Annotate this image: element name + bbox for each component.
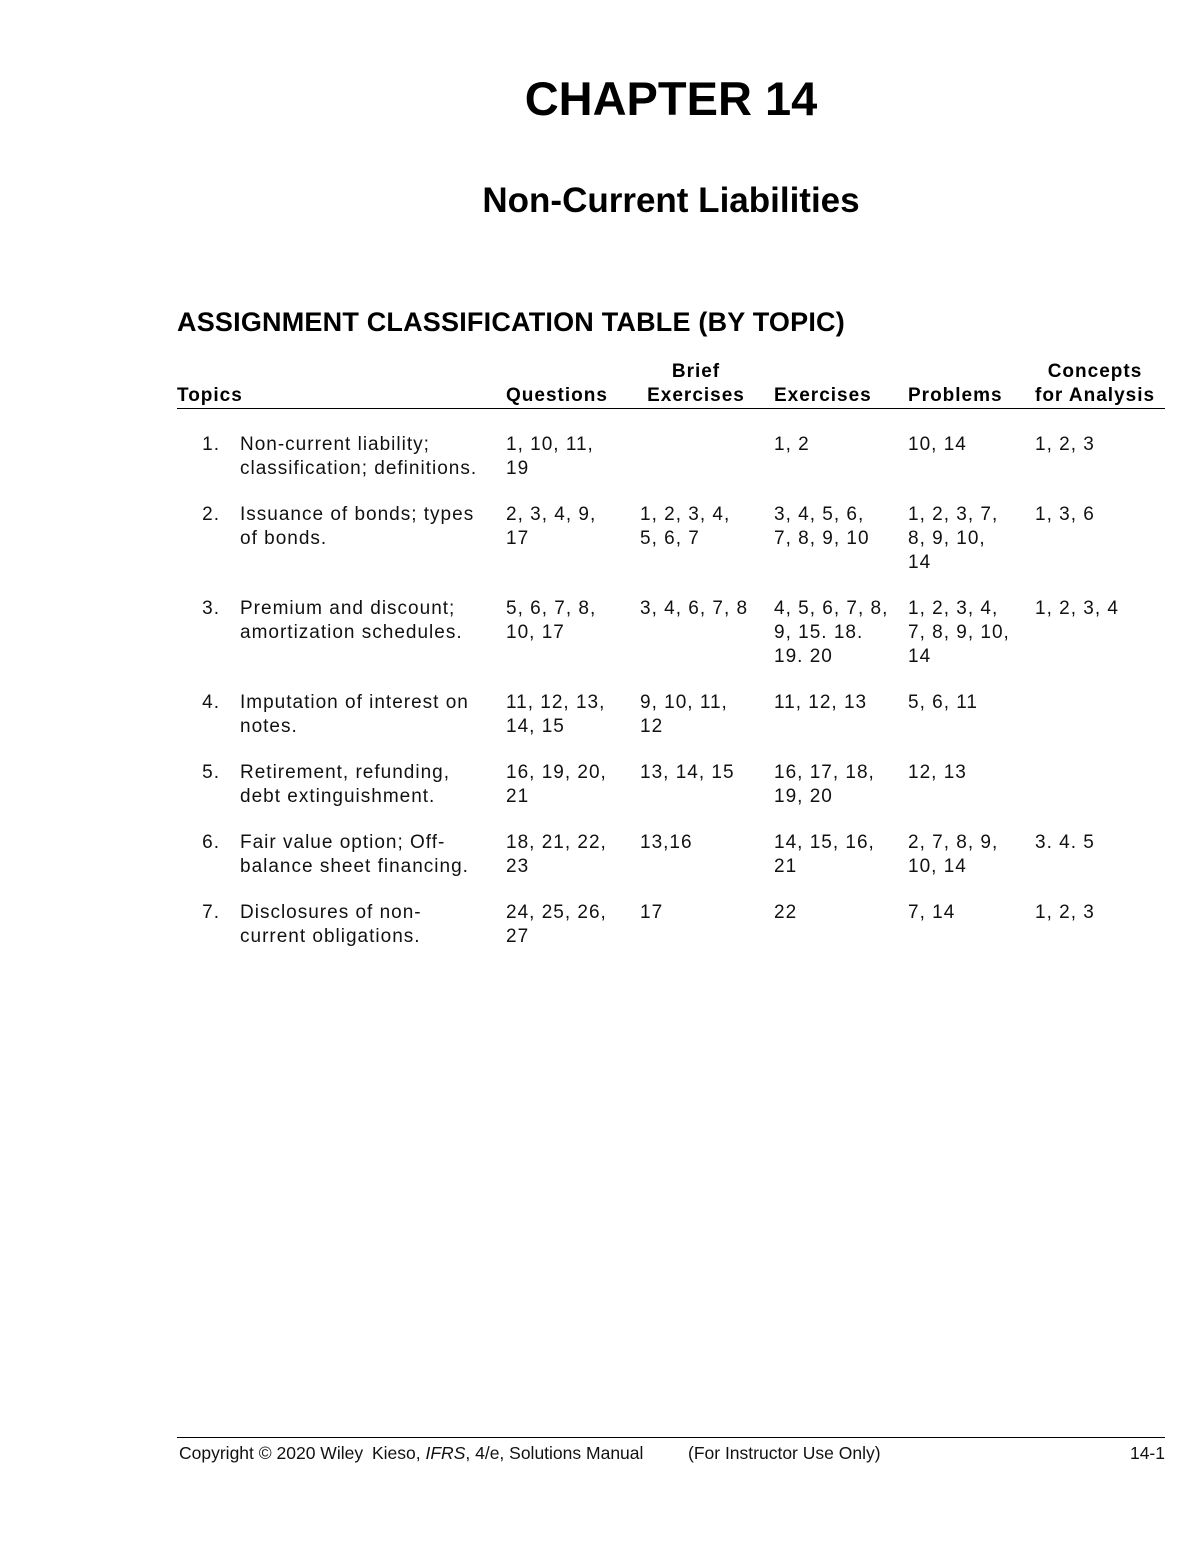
concepts-cell [1035, 901, 1165, 949]
footer-book [372, 1443, 643, 1463]
footer-copyright: Copyright © 2020 Wiley [179, 1443, 364, 1463]
cell-line: 1, 2 [774, 434, 810, 455]
concepts-cell [1035, 503, 1165, 575]
row-number [177, 433, 240, 481]
brief-exercises-cell [640, 691, 774, 739]
table-header [177, 360, 1165, 409]
header-concepts-line: for Analysis [1035, 385, 1156, 406]
row-number-label: 4. [202, 692, 220, 713]
exercises-cell [774, 503, 908, 575]
row-number-label: 2. [202, 504, 220, 525]
cell-line: 7, 14 [908, 902, 956, 923]
cell-line: 10, 14 [908, 856, 967, 877]
questions-cell [506, 901, 640, 949]
cell-line: 14, 15, 16, [774, 832, 875, 853]
questions-cell [506, 597, 640, 669]
cell-line: 1, 2, 3, 7, [908, 504, 999, 525]
questions-cell [506, 761, 640, 809]
cell-line: 7, 8, 9, 10 [774, 528, 870, 549]
brief-exercises-cell [640, 433, 774, 481]
brief-exercises-cell [640, 597, 774, 669]
problems-cell [908, 503, 1035, 575]
topic-cell [240, 503, 506, 575]
table-row [177, 831, 1165, 879]
table-row [177, 503, 1165, 575]
cell-line: 14, 15 [506, 716, 565, 737]
footer-usage: (For Instructor Use Only) [688, 1443, 881, 1463]
concepts-cell [1035, 433, 1165, 481]
cell-line: 12 [640, 716, 664, 737]
questions-cell [506, 503, 640, 575]
cell-line: 2, 3, 4, 9, [506, 504, 597, 525]
problems-cell [908, 761, 1035, 809]
cell-line: Imputation of interest on [240, 692, 469, 713]
table-body [177, 433, 1165, 971]
cell-line: 5, 6, 11 [908, 692, 978, 713]
header-problems-label: Problems [908, 385, 1003, 406]
cell-line: amortization schedules. [240, 622, 463, 643]
table-row [177, 761, 1165, 809]
cell-line: 16, 17, 18, [774, 762, 875, 783]
cell-line: 16, 19, 20, [506, 762, 607, 783]
cell-line: 1, 2, 3, 4, [908, 598, 999, 619]
header-concepts [1035, 360, 1165, 408]
topic-cell [240, 597, 506, 669]
cell-line: 18, 21, 22, [506, 832, 607, 853]
row-number [177, 597, 240, 669]
topic-cell [240, 901, 506, 949]
exercises-cell [774, 761, 908, 809]
cell-line: 3, 4, 5, 6, [774, 504, 865, 525]
row-number-label: 6. [202, 832, 220, 853]
row-number [177, 761, 240, 809]
cell-line: Fair value option; Off- [240, 832, 446, 853]
row-number-label: 7. [202, 902, 220, 923]
row-number-label: 5. [202, 762, 220, 783]
cell-line: 17 [640, 902, 664, 923]
cell-line: of bonds. [240, 528, 328, 549]
exercises-cell [774, 831, 908, 879]
table-row [177, 691, 1165, 739]
header-brief-exercises-line: Brief [671, 361, 721, 382]
cell-line: Retirement, refunding, [240, 762, 450, 783]
cell-line: balance sheet financing. [240, 856, 469, 877]
table-row [177, 901, 1165, 949]
cell-line: 23 [506, 856, 530, 877]
header-problems [908, 384, 1035, 408]
footer-book-author: Kieso, [372, 1443, 426, 1463]
cell-line: 3, 4, 6, 7, 8 [640, 598, 749, 619]
cell-line: 1, 3, 6 [1035, 504, 1095, 525]
cell-line: 9, 10, 11, [640, 692, 728, 713]
cell-line: 19. 20 [774, 646, 833, 667]
cell-line: 14 [908, 646, 932, 667]
cell-line: 21 [774, 856, 798, 877]
chapter-subtitle: Non-Current Liabilities [482, 181, 860, 220]
cell-line: 27 [506, 926, 530, 947]
row-number-label: 3. [202, 598, 220, 619]
row-number [177, 503, 240, 575]
topic-cell [240, 761, 506, 809]
cell-line: 12, 13 [908, 762, 967, 783]
cell-line: 19 [506, 458, 530, 479]
cell-line: current obligations. [240, 926, 421, 947]
cell-line: 1, 2, 3 [1035, 434, 1095, 455]
brief-exercises-cell [640, 831, 774, 879]
exercises-cell [774, 433, 908, 481]
footer-page-number: 14-1 [1129, 1443, 1165, 1463]
header-concepts-line: Concepts [1047, 361, 1143, 382]
cell-line: Premium and discount; [240, 598, 456, 619]
cell-line: 1, 2, 3 [1035, 902, 1095, 923]
row-number [177, 691, 240, 739]
cell-line: 10, 17 [506, 622, 565, 643]
topic-cell [240, 433, 506, 481]
cell-line: 4, 5, 6, 7, 8, [774, 598, 889, 619]
cell-line: 13, 14, 15 [640, 762, 735, 783]
header-topics-label: Topics [177, 385, 243, 406]
cell-line: 1, 10, 11, [506, 434, 594, 455]
row-number [177, 901, 240, 949]
chapter-title: CHAPTER 14 [524, 72, 818, 125]
header-topics [177, 384, 506, 408]
problems-cell [908, 597, 1035, 669]
exercises-cell [774, 691, 908, 739]
header-questions-label: Questions [506, 385, 608, 406]
cell-line: notes. [240, 716, 298, 737]
footer-book-rest: , 4/e, Solutions Manual [465, 1443, 644, 1463]
exercises-cell [774, 901, 908, 949]
concepts-cell [1035, 831, 1165, 879]
cell-line: 11, 12, 13 [774, 692, 868, 713]
concepts-cell [1035, 761, 1165, 809]
cell-line: Issuance of bonds; types [240, 504, 475, 525]
table-row [177, 433, 1165, 481]
problems-cell [908, 831, 1035, 879]
table-row [177, 597, 1165, 669]
cell-line: 1, 2, 3, 4, [640, 504, 731, 525]
questions-cell [506, 691, 640, 739]
footer-book-title: IFRS [425, 1443, 466, 1463]
cell-line: 17 [506, 528, 530, 549]
cell-line: 3. 4. 5 [1035, 832, 1095, 853]
questions-cell [506, 433, 640, 481]
row-number-label: 1. [202, 434, 220, 455]
problems-cell [908, 433, 1035, 481]
cell-line: 13,16 [640, 832, 693, 853]
cell-line: debt extinguishment. [240, 786, 436, 807]
problems-cell [908, 901, 1035, 949]
brief-exercises-cell [640, 901, 774, 949]
header-exercises [774, 384, 908, 408]
cell-line: 9, 15. 18. [774, 622, 864, 643]
cell-line: 2, 7, 8, 9, [908, 832, 999, 853]
questions-cell [506, 831, 640, 879]
table-heading: ASSIGNMENT CLASSIFICATION TABLE (BY TOPIC) [177, 307, 845, 337]
header-questions [506, 384, 640, 408]
problems-cell [908, 691, 1035, 739]
header-brief-exercises-line: Exercises [647, 385, 745, 406]
cell-line: 5, 6, 7 [640, 528, 700, 549]
cell-line: 14 [908, 552, 932, 573]
cell-line: Non-current liability; [240, 434, 430, 455]
cell-line: Disclosures of non- [240, 902, 422, 923]
cell-line: 7, 8, 9, 10, [908, 622, 1010, 643]
brief-exercises-cell [640, 503, 774, 575]
topic-cell [240, 831, 506, 879]
cell-line: 11, 12, 13, [506, 692, 606, 713]
cell-line: 8, 9, 10, [908, 528, 986, 549]
cell-line: 5, 6, 7, 8, [506, 598, 597, 619]
concepts-cell [1035, 691, 1165, 739]
topic-cell [240, 691, 506, 739]
cell-line: 1, 2, 3, 4 [1035, 598, 1119, 619]
cell-line: 10, 14 [908, 434, 967, 455]
brief-exercises-cell [640, 761, 774, 809]
header-exercises-label: Exercises [774, 385, 872, 406]
cell-line: 22 [774, 902, 798, 923]
cell-line: 21 [506, 786, 530, 807]
cell-line: classification; definitions. [240, 458, 478, 479]
concepts-cell [1035, 597, 1165, 669]
row-number [177, 831, 240, 879]
cell-line: 19, 20 [774, 786, 833, 807]
header-brief-exercises [640, 360, 774, 408]
exercises-cell [774, 597, 908, 669]
cell-line: 24, 25, 26, [506, 902, 607, 923]
footer-rule [177, 1437, 1165, 1438]
